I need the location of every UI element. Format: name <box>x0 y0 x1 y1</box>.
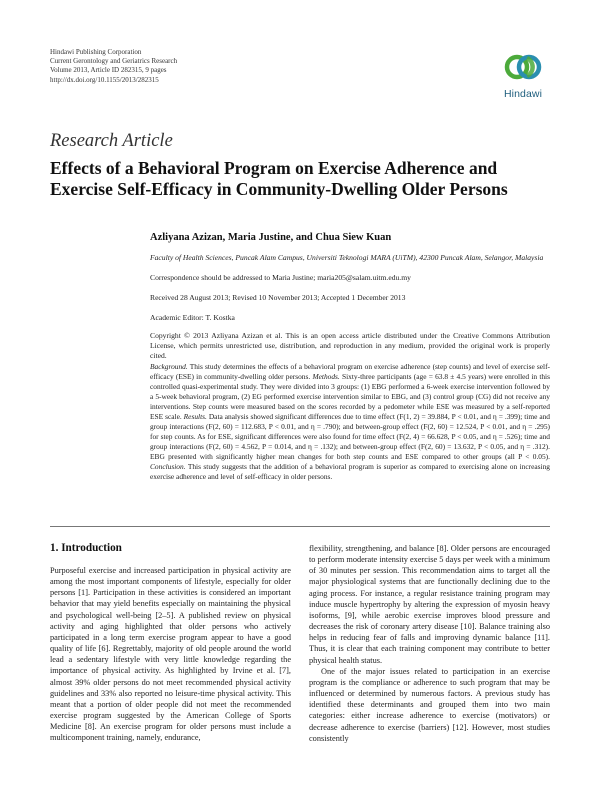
divider <box>50 526 550 527</box>
correspondence: Correspondence should be addressed to Maria Justine; maria205@salam.uitm.edu.my <box>150 273 411 282</box>
journal-name: Current Gerontology and Geriatrics Research <box>50 57 178 66</box>
abstract <box>150 362 550 482</box>
section-heading: 1. Introduction <box>50 542 122 554</box>
volume-info: Volume 2013, Article ID 282315, 9 pages <box>50 66 167 75</box>
background-label: Background. <box>150 362 188 371</box>
column-left <box>50 565 291 744</box>
authors: Azliyana Azizan, Maria Justine, and Chua Siew Kuan <box>150 232 392 243</box>
doi-link[interactable]: http://dx.doi.org/10.1155/2013/282315 <box>50 75 159 84</box>
methods-label: Methods. <box>312 372 340 381</box>
results-label: Results. <box>183 412 207 421</box>
conclusion-text: This study suggests that the addition of a behavioral program is superior as compared to exercising alone on increasing exercise adherence and level of self-efficacy in older persons. <box>150 462 550 481</box>
conclusion-label: Conclusion. <box>150 462 186 471</box>
article-title: Effects of a Behavioral Program on Exercise Adherence and Exercise Self-Efficacy in Community-Dwelling Older Persons <box>50 158 508 199</box>
journal-header <box>50 48 177 85</box>
copyright: Copyright © 2013 Azliyana Azizan et al. This is an open access article distributed under the Creative Commons Attribution License, which permits unrestricted use, distribution, and reproduction in any medium, provided the original work is properly cited. <box>150 331 550 360</box>
paragraph: One of the major issues related to participation in an exercise program is the compliance or adherence to such program that may be influenced or determined by numerous factors. A previous study has identified these determinants and grouped them into two main categories: either increase adherence to exercise (motivators) or decrease adherence to exercise (barriers) [12]. However, most studies consistently <box>309 666 550 743</box>
publisher: Hindawi Publishing Corporation <box>50 48 142 56</box>
academic-editor: Academic Editor: T. Kostka <box>150 313 235 322</box>
paragraph: Purposeful exercise and increased participation in physical activity are among the most important components of lifestyle, especially for older persons [1]. Participation in these activities is considered an important behavior that may yield benefits especially on maintaining the physical and psychological well-being [2–5]. A published review on physical activity and aging highlighted that older persons who actively participated in a long term exercise program appear to have a good quality of life [6]. Regrettably, majority of old people around the world lead a sedentary lifestyle with very little knowledge regarding the importance of physical activity. As highlighted by Irvine et al. [7], almost 39% older persons do not meet recommended physical activity guidelines and 33% also reported no leisure-time physical activity. This meant that a portion of older people did not meet the recommended exercise program suggested by the American College of Sports Medicine [8]. An exercise program for older persons must include a multicomponent training, namely, endurance, <box>50 566 291 743</box>
methods-text: Sixty-three participants (age = 63.8 ± 4.5 years) were enrolled in this controlled quasi-experimental study. They were divided into 3 groups: (1) EBG performed a 6-week exercise intervention followed by a 5-week behavioral program, (2) EG performed exercise intervention similar to EBG, and (3) control group (CG) did not receive any interventions. Step counts were measured based on the scores recorded by a pedometer while ESE was measured by a self-reported ESE scale. <box>150 372 550 421</box>
dates: Received 28 August 2013; Revised 10 November 2013; Accepted 1 December 2013 <box>150 293 406 302</box>
column-right <box>309 543 550 744</box>
results-text: Data analysis showed significant differences due to time effect (F(1, 2) = 39.884, P < 0.01, and η = .399); time and group interactions (F(2, 60) = 112.683, P < 0.01, and η = .790); and between-group effect (F(2, 60) = 12.524, P < 0.01, and η = .295) for step counts. As for ESE, significant differences were also found for time effect (F(2, 4) = 66.628, P < 0.05, and η = .526); time and group interactions (F(2, 60) = 4.562, P = 0.014, and η = .132); and between-group effect (F(2, 60) = 13.632, P < 0.05, and η = .312). EBG presented with significantly higher mean changes for both step counts and ESE compared to other groups (all P < 0.05). <box>150 412 550 461</box>
logo-wordmark: Hindawi <box>503 88 543 100</box>
background-text: This study determines the effects of a behavioral program on exercise adherence (step counts) and level of exercise self-efficacy (ESE) in community-dwelling older persons. <box>150 362 550 381</box>
hindawi-logo <box>496 47 550 105</box>
article-type: Research Article <box>50 131 173 151</box>
paragraph: flexibility, strengthening, and balance [8]. Older persons are encouraged to perform moderate intensity exercise 5 days per week with a minimum of 30 minutes per session. This recommendation aims to target all the major physiological systems that are functionally declining due to the aging process. For instance, a regular resistance training program may induce muscle hypertrophy by altering the expression of myosin heavy isoforms, [9], while aerobic exercise improves blood pressure and decreases the risk of coronary artery disease [10]. Balance training also helps in reducing fear of falls and improving dynamic balance [11]. Thus, it is clear that each training component may contribute to better physical health status. <box>309 544 550 665</box>
affiliation: Faculty of Health Sciences, Puncak Alam Campus, Universiti Teknologi MARA (UiTM), 42300 Puncak Alam, Selangor, Malaysia <box>150 253 544 262</box>
hindawi-rings-icon <box>503 47 543 87</box>
